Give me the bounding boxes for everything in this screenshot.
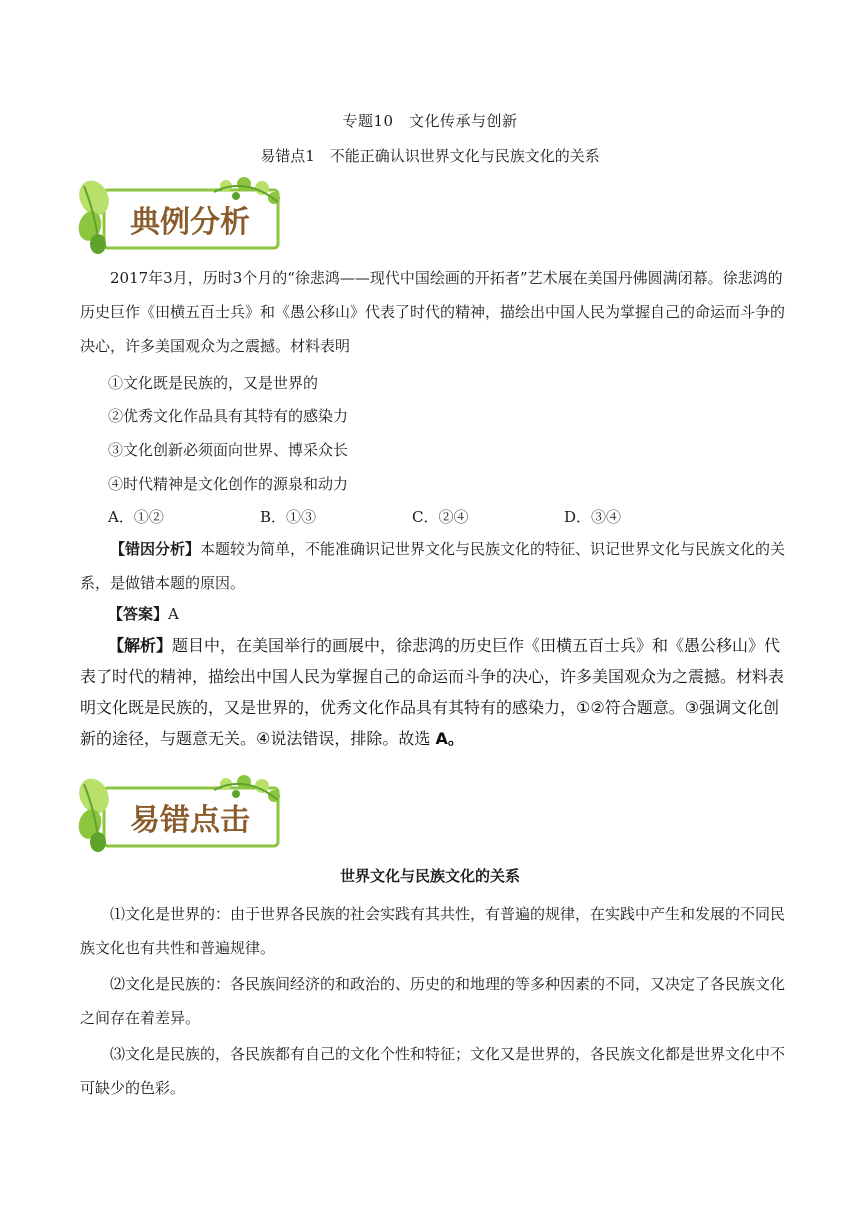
question-stem [80, 261, 786, 363]
pitfall-banner [76, 774, 282, 852]
banner-label: 典例分析 [130, 205, 250, 240]
section-heading: 世界文化与民族文化的关系 [339, 867, 520, 885]
page-subtitle: 易错点1 不能正确认识世界文化与民族文化的关系 [260, 147, 600, 165]
knowledge-point-3 [80, 1037, 786, 1105]
statement-4: ④时代精神是文化创作的源泉和动力 [108, 475, 349, 493]
explanation-text: 题目中，在美国举行的画展中，徐悲鸿的历史巨作《田横五百士兵》和《愚公移山》代表了时代的精神，描绘出中国人民为掌握自己的命运而斗争的决心，许多美国观众为之震撼。材料表明文化既是民族的，又是世界的，优秀文化作品具有其特有的感染力，①②符合题意。③强调文化创新的途径，与题意无关。④说法错误，排除。故选 [80, 636, 785, 748]
explanation-label: 【解析】 [108, 636, 173, 655]
page-title: 专题10 文化传承与创新 [342, 112, 518, 130]
leaf-decoration-icon [76, 176, 282, 254]
option-b: B．①③ [260, 508, 317, 526]
leaf-decoration-icon [76, 774, 282, 852]
explanation [80, 630, 786, 754]
error-analysis [80, 532, 786, 600]
option-a: A．①② [108, 508, 164, 526]
knowledge-point-2 [80, 967, 786, 1035]
option-c: C．②④ [412, 508, 469, 526]
answer-label: 【答案】 [108, 605, 169, 623]
explanation-choice: A。 [435, 729, 464, 748]
knowledge-point-1 [80, 897, 786, 965]
knowledge-point-3-text: ⑶文化是民族的，各民族都有自己的文化个性和特征；文化又是世界的，各民族文化都是世界文化中不可缺少的色彩。 [80, 1045, 786, 1097]
error-analysis-label: 【错因分析】 [110, 540, 201, 558]
statement-1: ①文化既是民族的，又是世界的 [108, 374, 319, 392]
example-analysis-banner [76, 176, 282, 254]
banner-label: 易错点击 [130, 803, 250, 838]
error-analysis-text: 本题较为简单，不能准确识记世界文化与民族文化的特征、识记世界文化与民族文化的关系，是做错本题的原因。 [80, 540, 786, 592]
statement-2: ②优秀文化作品具有其特有的感染力 [108, 407, 349, 425]
option-d: D．③④ [564, 508, 622, 526]
question-stem-text: 2017年3月，历时3个月的“徐悲鸿——现代中国绘画的开拓者”艺术展在美国丹佛圆满闭幕。徐悲鸿的历史巨作《田横五百士兵》和《愚公移山》代表了时代的精神，描绘出中国人民为掌握自己的命运而斗争的决心，许多美国观众为之震撼。材料表明 [80, 269, 786, 355]
knowledge-point-1-text: ⑴文化是世界的：由于世界各民族的社会实践有其共性，有普遍的规律，在实践中产生和发展的不同民族文化也有共性和普遍规律。 [80, 905, 786, 957]
answer-value: A [168, 605, 179, 623]
answer [108, 603, 179, 624]
knowledge-point-2-text: ⑵文化是民族的：各民族间经济的和政治的、历史的和地理的等多种因素的不同，又决定了各民族文化之间存在着差异。 [80, 975, 786, 1027]
statement-3: ③文化创新必须面向世界、博采众长 [108, 441, 349, 459]
